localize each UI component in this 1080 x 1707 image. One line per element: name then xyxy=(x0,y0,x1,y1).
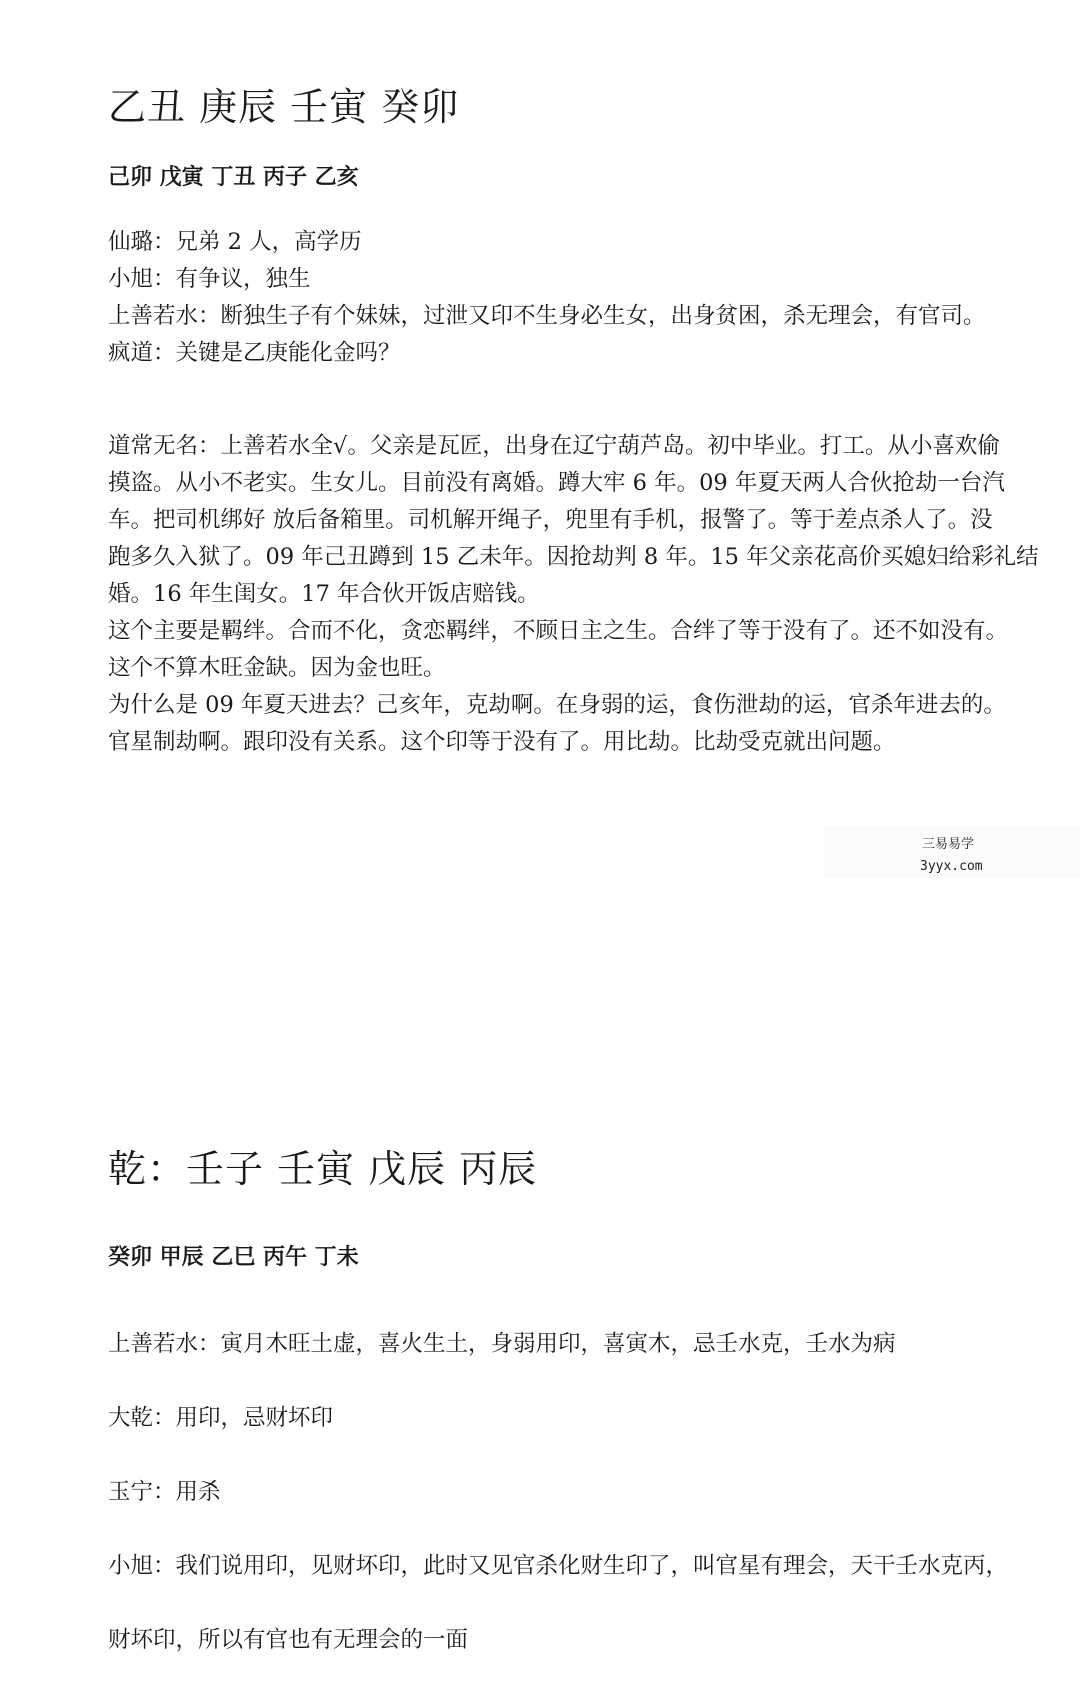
comment-2-2 xyxy=(108,1400,1080,1437)
pillars-title-1: 乙丑 庚辰 壬寅 癸卯 xyxy=(108,85,460,129)
feedback-line: 摸盗。从小不老实。生女儿。目前没有离婚。蹲大牢 6 年。09 年夏天两人合伙抢劫一台汽 xyxy=(108,470,1005,496)
comment-line: 玉宁：用杀 xyxy=(108,1479,221,1505)
comment-line: 仙璐：兄弟 2 人，高学历 xyxy=(108,229,362,255)
comment-line: 大乾：用印，忌财坏印 xyxy=(108,1405,334,1431)
comment-line: 上善若水：断独生子有个妹妹，过泄又印不生身必生女，出身贫困，杀无理会，有官司。 xyxy=(108,303,986,329)
feedback-line: 车。把司机绑好 放后备箱里。司机解开绳子，兜里有手机，报警了。等于差点杀人了。没 xyxy=(108,507,993,533)
comment-2-5 xyxy=(108,1622,1080,1659)
chart-section-1 xyxy=(108,76,1080,131)
watermark-name: 三易易学 xyxy=(922,837,975,852)
feedback-line: 官星制劫啊。跟印没有关系。这个印等于没有了。用比劫。比劫受克就出问题。 xyxy=(108,729,896,755)
luck-pillars-1 xyxy=(108,160,1080,191)
feedback-line: 道常无名：上善若水全√。父亲是瓦匠，出身在辽宁葫芦岛。初中毕业。打工。从小喜欢偷 xyxy=(108,433,1000,459)
luck-pillars-text-1: 己卯 戊寅 丁丑 丙子 乙亥 xyxy=(108,165,359,190)
comment-line: 财坏印，所以有官也有无理会的一面 xyxy=(108,1627,469,1653)
comment-line: 上善若水：寅月木旺土虚，喜火生土，身弱用印，喜寅木，忌壬水克，壬水为病 xyxy=(108,1331,896,1357)
comment-2-3 xyxy=(108,1474,1080,1511)
feedback-line: 这个不算木旺金缺。因为金也旺。 xyxy=(108,655,446,681)
feedback-line: 婚。16 年生闺女。17 年合伙开饭店赔钱。 xyxy=(108,581,540,607)
luck-pillars-2 xyxy=(108,1240,1080,1271)
feedback-line: 这个主要是羁绊。合而不化，贪恋羁绊，不顾日主之生。合绊了等于没有了。还不如没有。 xyxy=(108,618,1009,644)
comment-2-4 xyxy=(108,1548,1080,1585)
chart-section-2 xyxy=(108,1138,1080,1193)
feedback-line: 跑多久入狱了。09 年己丑蹲到 15 乙未年。因抢劫判 8 年。15 年父亲花高价买媳妇给彩礼结 xyxy=(108,544,1039,570)
watermark-url: 3yyx.com xyxy=(920,859,983,874)
comment-2-1 xyxy=(108,1326,1080,1363)
comment-line: 小旭：我们说用印，见财坏印，此时又见官杀化财生印了，叫官星有理会，天干壬水克丙， xyxy=(108,1553,1009,1579)
comment-line: 小旭：有争议，独生 xyxy=(108,266,311,292)
feedback-block-1 xyxy=(108,428,1080,761)
site-watermark xyxy=(824,826,1080,878)
pillars-title-2: 乾：壬子 壬寅 戊辰 丙辰 xyxy=(108,1147,538,1191)
luck-pillars-text-2: 癸卯 甲辰 乙巳 丙午 丁未 xyxy=(108,1245,359,1270)
feedback-line: 为什么是 09 年夏天进去？己亥年，克劫啊。在身弱的运，食伤泄劫的运，官杀年进去的。 xyxy=(108,692,1006,718)
comment-line: 疯道：关键是乙庚能化金吗？ xyxy=(108,340,401,366)
discussion-block-1 xyxy=(108,224,1080,372)
